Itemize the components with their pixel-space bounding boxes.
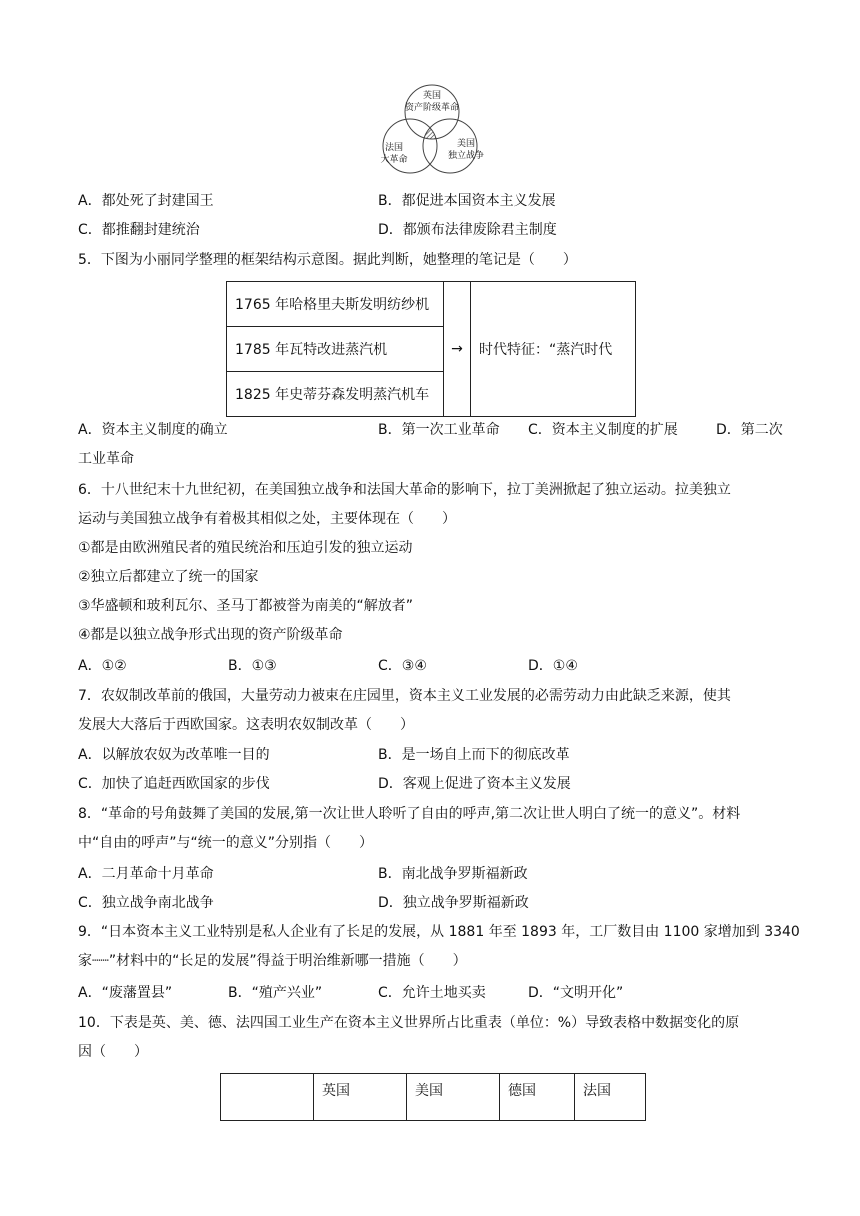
table-header-cell: 英国: [314, 1074, 407, 1121]
q10-stem-1: 10．下表是英、美、德、法四国工业生产在资本主义世界所占比重表（单位：%）导致表格中数据变化的原: [78, 1015, 740, 1031]
q4-option-d[interactable]: D．都颁布法律废除君主制度: [378, 222, 557, 238]
q7-option-a[interactable]: A．以解放农奴为改革唯一目的: [78, 747, 270, 763]
q4-option-c[interactable]: C．都推翻封建统治: [78, 222, 200, 238]
q4-option-b[interactable]: B．都促进本国资本主义发展: [378, 193, 556, 209]
q4-option-a[interactable]: A．都处死了封建国王: [78, 193, 214, 209]
q5-option-b[interactable]: B．第一次工业革命: [378, 422, 500, 438]
q5-row-3: 1825 年史蒂芬森发明蒸汽机车: [227, 372, 444, 417]
q7-option-c[interactable]: C．加快了追赶西欧国家的步伐: [78, 776, 270, 792]
venn-label-2a: 法国: [384, 143, 404, 153]
venn-label-1b: 资产阶级革命: [404, 103, 460, 113]
q5-option-c[interactable]: C．资本主义制度的扩展: [528, 422, 678, 438]
q10-stem-2: 因（ ）: [78, 1044, 148, 1060]
q5-row-2: 1785 年瓦特改进蒸汽机: [227, 327, 444, 372]
q8-stem-2: 中“自由的呼声”与“统一的意义”分别指（ ）: [78, 835, 374, 851]
q6-option-c[interactable]: C．③④: [378, 658, 427, 674]
venn-label-2b: 大革命: [380, 155, 408, 165]
arrow-icon: →: [444, 282, 471, 417]
q5-row-1: 1765 年哈格里夫斯发明纺纱机: [227, 282, 444, 327]
q7-stem-2: 发展大大落后于西欧国家。这表明农奴制改革（ ）: [78, 717, 414, 733]
venn-label-1a: 英国: [422, 91, 442, 101]
q9-option-d[interactable]: D．“文明开化”: [528, 985, 624, 1001]
q6-stem-1: 6．十八世纪末十九世纪初，在美国独立战争和法国大革命的影响下，拉丁美洲掀起了独立运动。拉美独立: [78, 482, 731, 498]
q5-result: 时代特征：“蒸汽时代: [471, 282, 636, 417]
table-header-cell: 美国: [407, 1074, 500, 1121]
q8-stem-1: 8．“革命的号角鼓舞了美国的发展,第一次让世人聆听了自由的呼声,第二次让世人明白了统一的意义”。材料: [78, 806, 741, 822]
q6-option-a[interactable]: A．①②: [78, 658, 127, 674]
venn-diagram: [370, 84, 494, 176]
q6-statement-4: ④都是以独立战争形式出现的资产阶级革命: [78, 627, 343, 643]
table-header-cell: [221, 1074, 314, 1121]
q9-option-b[interactable]: B．“殖产兴业”: [228, 985, 323, 1001]
q6-statement-2: ②独立后都建立了统一的国家: [78, 569, 259, 585]
q10-industry-table: [220, 1073, 646, 1121]
table-header-row: [221, 1074, 646, 1121]
q7-stem-1: 7．农奴制改革前的俄国，大量劳动力被束在庄园里，资本主义工业发展的必需劳动力由此缺乏来源，使其: [78, 688, 731, 704]
q6-option-d[interactable]: D．①④: [528, 658, 578, 674]
q6-statement-1: ①都是由欧洲殖民者的殖民统治和压迫引发的独立运动: [78, 540, 413, 556]
q8-option-b[interactable]: B．南北战争罗斯福新政: [378, 866, 528, 882]
q7-option-b[interactable]: B．是一场自上而下的彻底改革: [378, 747, 570, 763]
q5-framework-table: [226, 281, 636, 417]
q5-option-a[interactable]: A．资本主义制度的确立: [78, 422, 228, 438]
q9-option-c[interactable]: C．允许土地买卖: [378, 985, 486, 1001]
table-header-cell: 法国: [575, 1074, 646, 1121]
q9-stem-1: 9．“日本资本主义工业特别是私人企业有了长足的发展，从 1881 年至 1893 年，工厂数目由 1100 家增加到 3340: [78, 924, 800, 940]
q8-option-a[interactable]: A．二月革命十月革命: [78, 866, 214, 882]
q7-option-d[interactable]: D．客观上促进了资本主义发展: [378, 776, 571, 792]
q6-stem-2: 运动与美国独立战争有着极其相似之处，主要体现在（ ）: [78, 511, 456, 527]
q9-stem-2: 家┈┈”材料中的“长足的发展”得益于明治维新哪一措施（ ）: [78, 953, 467, 969]
q5-option-d[interactable]: D．第二次: [716, 422, 783, 438]
venn-label-3b: 独立战争: [447, 151, 485, 161]
q8-option-d[interactable]: D．独立战争罗斯福新政: [378, 895, 529, 911]
q6-option-b[interactable]: B．①③: [228, 658, 277, 674]
q6-statement-3: ③华盛顿和玻利瓦尔、圣马丁都被誉为南美的“解放者”: [78, 598, 414, 614]
table-header-cell: 德国: [500, 1074, 575, 1121]
q8-option-c[interactable]: C．独立战争南北战争: [78, 895, 214, 911]
q9-option-a[interactable]: A．“废藩置县”: [78, 985, 173, 1001]
venn-label-3a: 美国: [456, 139, 476, 149]
q5-option-d-cont: 工业革命: [78, 451, 134, 467]
q5-stem: 5．下图为小丽同学整理的框架结构示意图。据此判断，她整理的笔记是（ ）: [78, 252, 577, 268]
